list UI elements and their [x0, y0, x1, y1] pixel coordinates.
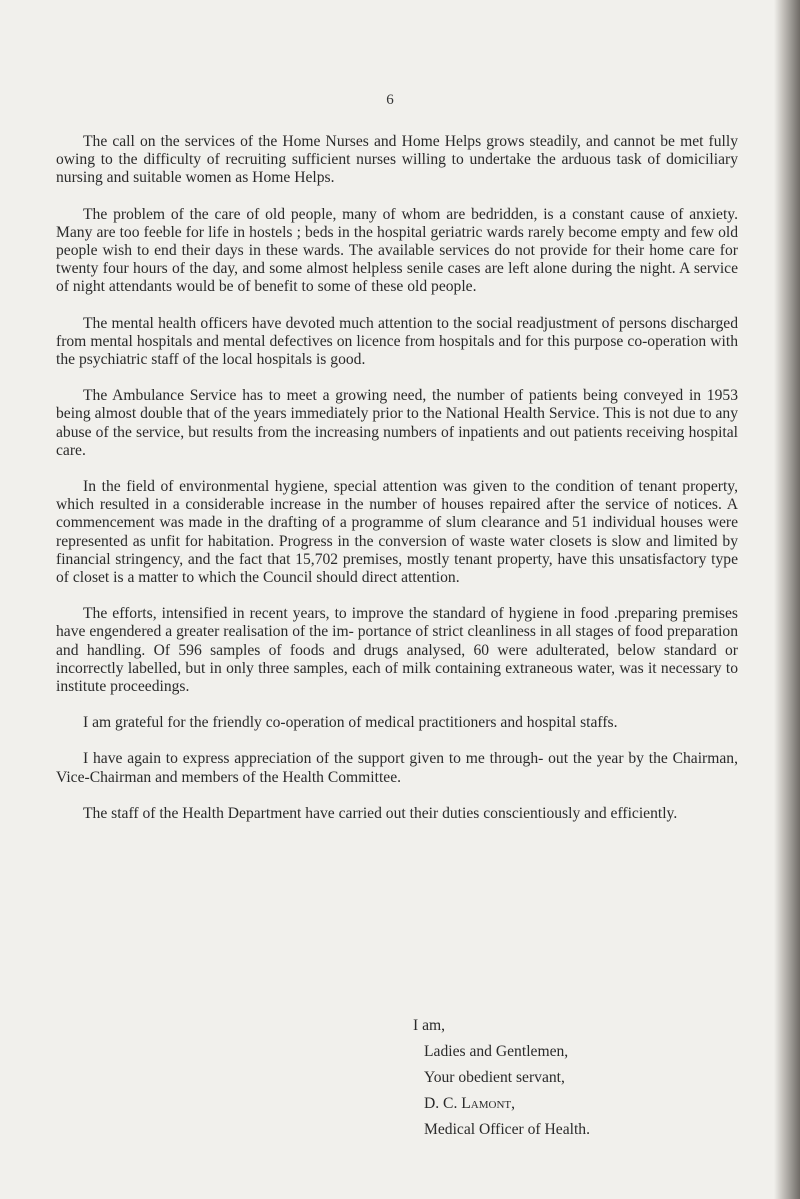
page-number: 6 — [386, 92, 394, 108]
signoff-closing: I am, — [413, 1017, 446, 1034]
signoff-block — [413, 1013, 733, 1143]
report-body — [56, 133, 738, 841]
paragraph-mental-health: The mental health officers have devoted much attention to the social readjustment of persons discharged from mental hospitals and mental defectives on licence from hospitals and for this purpose co-operation with the psychiatric staff of the local hospitals is good. — [56, 314, 738, 369]
signoff-salutation: Ladies and Gentlemen, — [424, 1043, 569, 1060]
paragraph-appreciation: I have again to express appreciation of the support given to me through- out the year by the Chairman, Vice-Chairman and members of the Health Committee. — [56, 750, 738, 786]
signoff-title: Medical Officer of Health. — [424, 1121, 590, 1138]
paragraph-home-nurses: The call on the services of the Home Nurses and Home Helps grows steadily, and cannot be met fully owing to the difficulty of recruiting sufficient nurses willing to undertake the arduous task of domiciliary nursing and suitable women as Home Helps. — [56, 133, 738, 187]
paragraph-environmental-hygiene: In the field of environmental hygiene, special attention was given to the condition of tenant property, which resulted in a considerable increase in the number of houses repaired after the service of notices. A commencement was made in the drafting of a programme of slum clearance and 51 individual houses were represented as unfit for habitation. Progress in the conversion of waste water closets is slow and limited by financial stringency, and the fact that 15,702 premises, mostly tenant property, have this unsatisfactory type of closet is a matter to which the Council should direct attention. — [56, 478, 738, 587]
signoff-valediction: Your obedient servant, — [424, 1069, 565, 1086]
page-edge-shadow — [774, 0, 800, 1199]
paragraph-old-people: The problem of the care of old people, many of whom are bedridden, is a constant cause of anxiety. Many are too feeble for life in hostels ; beds in the hospital geriatric wards rarely become empty and few old people wish to end their days in these wards. The available services do not provide for their home care for twenty four hours of the day, and some almost helpless senile cases are left alone during the night. A service of night attendants would be of benefit to some of these old people. — [56, 205, 738, 296]
signoff-name: D. C. Lamont, — [424, 1095, 516, 1112]
paragraph-ambulance: The Ambulance Service has to meet a growing need, the number of patients being conveyed in 1953 being almost double that of the years immediately prior to the National Health Service. This is not due to any abuse of the service, but results from the increasing numbers of inpatients and out patients receiving hospital care. — [56, 387, 738, 459]
paragraph-gratitude: I am grateful for the friendly co-operation of medical practitioners and hospital staffs. — [83, 714, 618, 732]
paragraph-food-hygiene: The efforts, intensified in recent years, to improve the standard of hygiene in food .preparing premises have engendered a greater realisation of the im- portance of strict cleanliness in all stages of food preparation and handling. Of 596 samples of foods and drugs analysed, 60 were adulterated, below standard or incorrectly labelled, but in only three samples, each of milk containing extraneous water, was it necessary to institute proceedings. — [56, 605, 738, 696]
paragraph-staff: The staff of the Health Department have carried out their duties conscientiously and efficiently. — [83, 804, 678, 822]
